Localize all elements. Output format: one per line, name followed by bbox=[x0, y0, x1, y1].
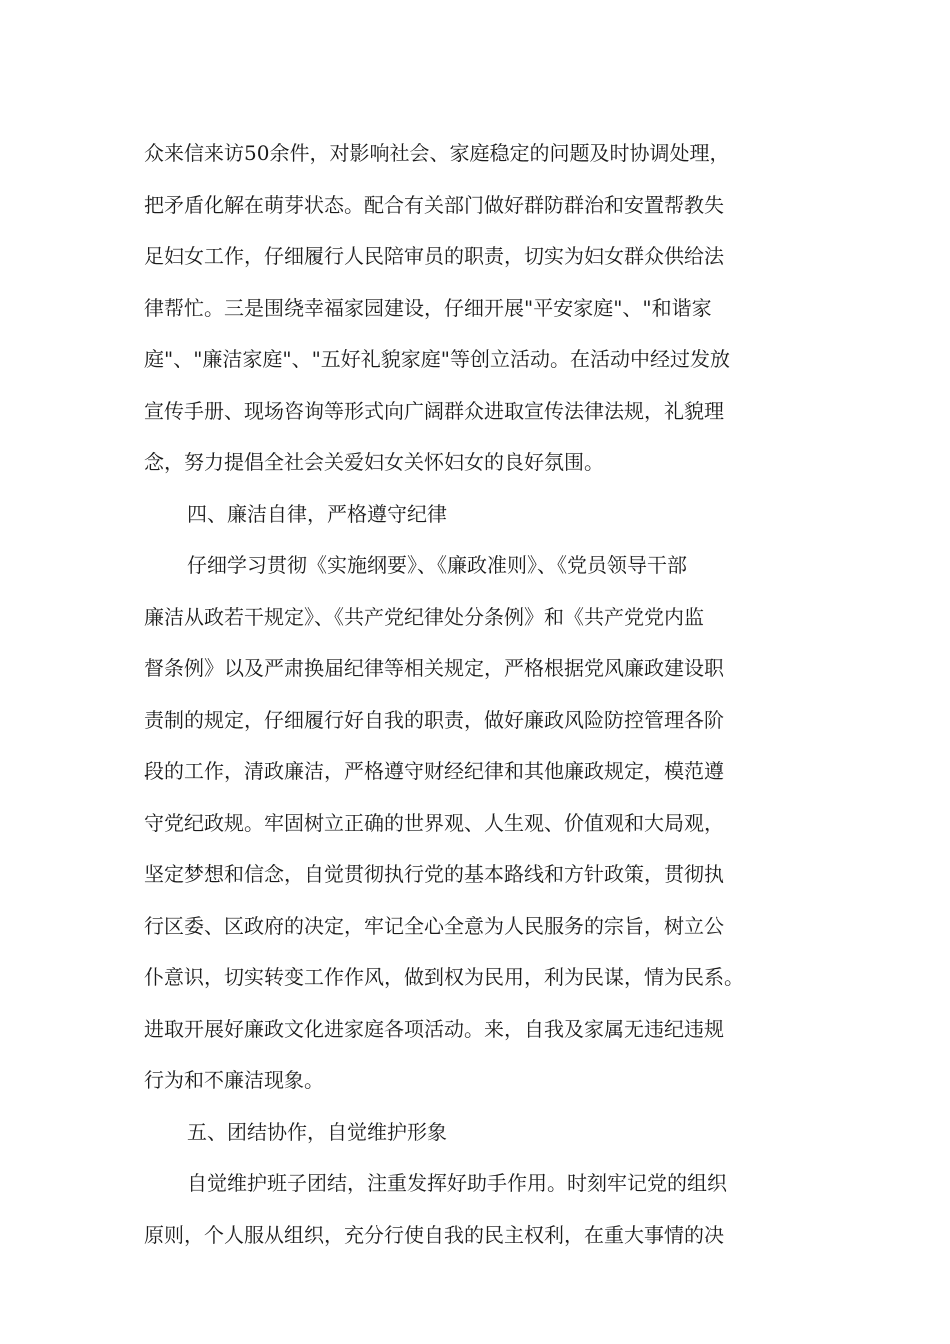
body-text-line: 坚定梦想和信念，自觉贯彻执行党的基本路线和方针政策，贯彻执 bbox=[144, 862, 724, 886]
body-text-line: 督条例》以及严肃换届纪律等相关规定，严格根据党风廉政建设职 bbox=[144, 656, 724, 680]
body-text-line: 进取开展好廉政文化进家庭各项活动。来，自我及家属无违纪违规 bbox=[144, 1016, 724, 1041]
body-text-line: 宣传手册、现场咨询等形式向广阔群众进取宣传法律法规，礼貌理 bbox=[144, 398, 724, 423]
body-text-line: 行区委、区政府的决定，牢记全心全意为人民服务的宗旨，树立公 bbox=[144, 913, 724, 938]
body-text-line: 把矛盾化解在萌芽状态。配合有关部门做好群防群治和安置帮教失 bbox=[144, 192, 724, 217]
body-text-line: 段的工作，清政廉洁，严格遵守财经纪律和其他廉政规定，模范遵 bbox=[144, 759, 724, 783]
body-text-line: 行为和不廉洁现象。 bbox=[144, 1068, 324, 1092]
body-text-line: 足妇女工作，仔细履行人民陪审员的职责，切实为妇女群众供给法 bbox=[144, 244, 724, 268]
section-heading: 五、团结协作，自觉维护形象 bbox=[187, 1119, 447, 1144]
body-text-line: 原则，个人服从组织，充分行使自我的民主权利，在重大事情的决 bbox=[144, 1222, 724, 1247]
body-text-line: 守党纪政规。牢固树立正确的世界观、人生观、价值观和大局观， bbox=[144, 810, 724, 835]
paragraph-first-line: 仔细学习贯彻《实施纲要》、《廉政准则》、《党员领导干部 bbox=[187, 553, 687, 577]
section-heading: 四、廉洁自律，严格遵守纪律 bbox=[187, 501, 447, 526]
body-text-line: 责制的规定，仔细履行好自我的职责，做好廉政风险防控管理各阶 bbox=[144, 707, 724, 732]
body-text-line: 众来信来访50余件，对影响社会、家庭稳定的问题及时协调处理， bbox=[144, 141, 730, 165]
body-text-line: 仆意识，切实转变工作作风，做到权为民用，利为民谋，情为民系。 bbox=[144, 965, 744, 989]
body-text-line: 廉洁从政若干规定》、《共产党纪律处分条例》和《共产党党内监 bbox=[144, 604, 704, 629]
body-text-line: 律帮忙。三是围绕幸福家园建设，仔细开展"平安家庭"、"和谐家 bbox=[144, 295, 712, 320]
body-text-line: 念，努力提倡全社会关爱妇女关怀妇女的良好氛围。 bbox=[144, 450, 604, 474]
paragraph-first-line: 自觉维护班子团结，注重发挥好助手作用。时刻牢记党的组织 bbox=[187, 1171, 727, 1195]
body-text-line: 庭"、"廉洁家庭"、"五好礼貌家庭"等创立活动。在活动中经过发放 bbox=[144, 347, 730, 371]
document-body bbox=[144, 128, 824, 1261]
